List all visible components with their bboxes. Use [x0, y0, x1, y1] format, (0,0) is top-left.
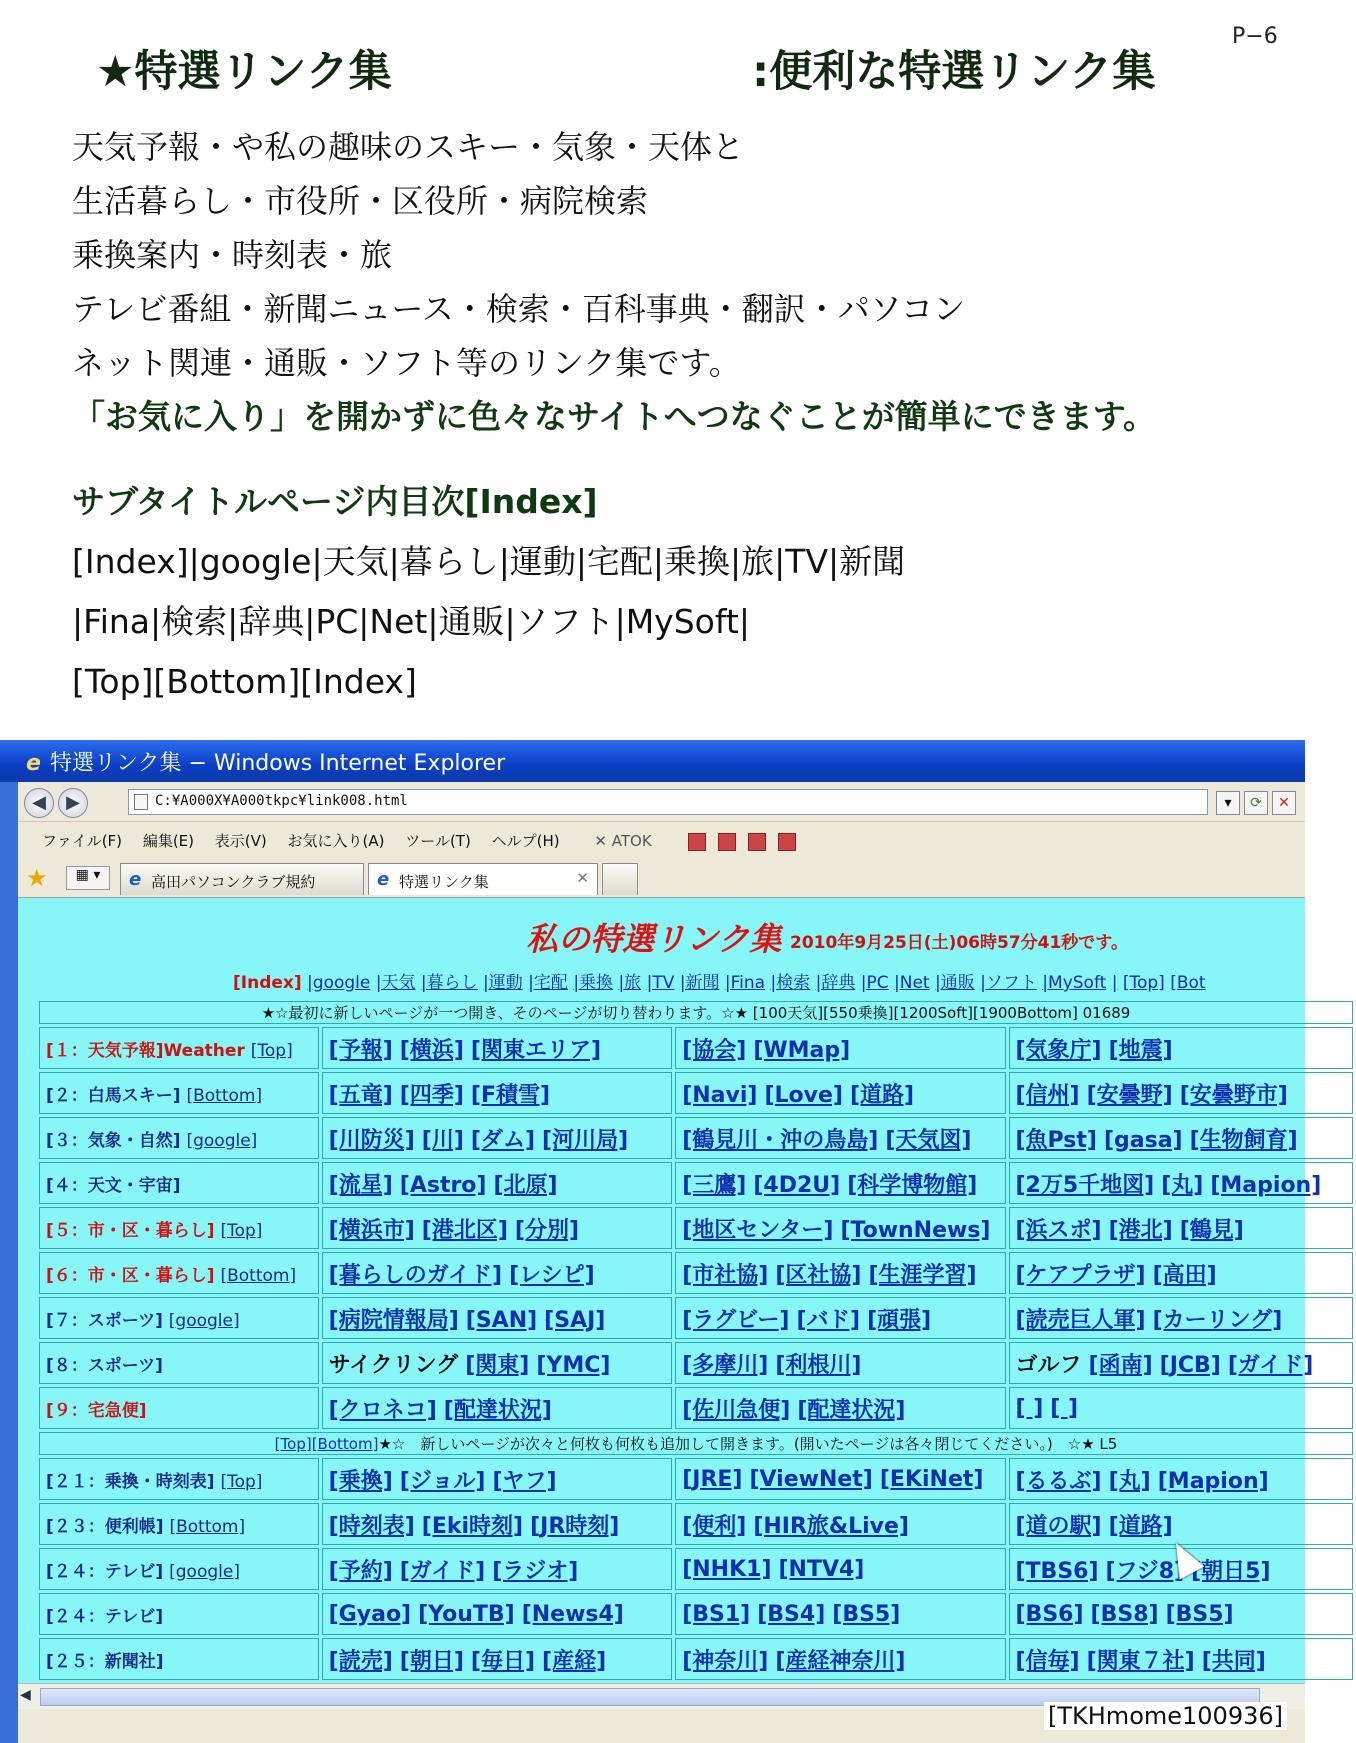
row-label: [２４：テレビ]	[46, 1561, 164, 1582]
link-cell	[675, 1207, 1005, 1249]
table-link[interactable]: [時刻表]	[328, 1513, 415, 1539]
table-link[interactable]: [暮らしのガイド]	[328, 1262, 503, 1288]
row-label-cell	[39, 1072, 319, 1114]
cell-prefix: ゴルフ	[1015, 1352, 1082, 1378]
table-link[interactable]: [Navi]	[682, 1082, 758, 1108]
table-link[interactable]: [JR時刻]	[530, 1513, 620, 1539]
link-cell	[675, 1638, 1005, 1680]
table-link[interactable]: [道路]	[1108, 1513, 1173, 1539]
table-link[interactable]: [フジ8]	[1105, 1558, 1185, 1584]
row-label: [２４：テレビ]	[46, 1606, 164, 1627]
row-jump-link[interactable]: [Bottom]	[220, 1265, 297, 1286]
intro-line: テレビ番組・新聞ニュース・検索・百科事典・翻訳・パソコン	[72, 290, 966, 328]
table-link[interactable]: [便利]	[682, 1513, 747, 1539]
table-row	[39, 1387, 1353, 1429]
taskbar-strip	[0, 782, 18, 1743]
table-link[interactable]: [カーリング]	[1152, 1307, 1283, 1333]
atok-toolbar[interactable]: ✕ ATOK	[594, 832, 652, 850]
nav-link[interactable]: |宅配	[528, 973, 568, 993]
table-link[interactable]: [丸]	[1161, 1172, 1204, 1198]
row-jump-link[interactable]: [google]	[168, 1310, 240, 1331]
tab-bar	[18, 858, 1305, 898]
table-link[interactable]: [天気図]	[885, 1127, 972, 1153]
row-jump-link[interactable]: [Top]	[250, 1040, 293, 1061]
table-link[interactable]: [協会]	[682, 1037, 747, 1063]
table-link[interactable]: [市社協]	[682, 1262, 769, 1288]
link-cell	[675, 1503, 1005, 1545]
table-link[interactable]: [四季]	[399, 1082, 464, 1108]
address-input[interactable]	[128, 789, 1208, 815]
table-link[interactable]: [神奈川]	[682, 1648, 769, 1674]
link-cell	[1009, 1207, 1354, 1249]
table-link[interactable]: [Astro]	[399, 1172, 487, 1198]
table-link[interactable]: [多摩川]	[682, 1352, 769, 1378]
nav-link[interactable]: |旅	[618, 973, 642, 993]
table-link[interactable]: [鶴見川・沖の鳥島]	[682, 1127, 879, 1153]
tab-club-rules[interactable]	[120, 863, 364, 895]
link-cell	[1009, 1458, 1354, 1500]
nav-link[interactable]: |PC	[860, 973, 889, 993]
table-link[interactable]: [予報]	[328, 1037, 393, 1063]
toolbar-tool-icon[interactable]	[748, 833, 766, 851]
table-link[interactable]: [ケアプラザ]	[1015, 1262, 1146, 1288]
note-text: ★☆最初に新しいページが一つ開き、そのページが切り替わります。☆★ [100天気][550乗換][1200Soft][1900Bottom] 01689	[261, 1004, 1131, 1022]
table-link[interactable]: [レシピ]	[509, 1262, 595, 1288]
note-link[interactable]: [Top]	[274, 1435, 312, 1453]
row-jump-link[interactable]: [Bottom]	[186, 1085, 263, 1106]
subtitle-index	[72, 472, 905, 712]
menu-file[interactable]: ファイル(F)	[42, 832, 123, 850]
table-link[interactable]: [BS1]	[682, 1601, 751, 1627]
link-cell	[1009, 1072, 1354, 1114]
table-link[interactable]: [BS5]	[1165, 1601, 1234, 1627]
table-link[interactable]: [佐川急便]	[682, 1397, 791, 1423]
nav-link[interactable]: [Bot	[1170, 973, 1206, 993]
link-cell	[675, 1548, 1005, 1590]
dropdown-icon[interactable]: ▾	[1216, 791, 1240, 815]
table-link[interactable]: [予約]	[328, 1558, 393, 1584]
link-cell	[1009, 1252, 1354, 1294]
row-label-cell	[39, 1548, 319, 1590]
table-link[interactable]: [ダム]	[470, 1127, 536, 1153]
table-link[interactable]: [浜スポ]	[1015, 1217, 1102, 1243]
link-cell	[675, 1162, 1005, 1204]
link-cell	[1009, 1162, 1354, 1204]
intro-line: 天気予報・や私の趣味のスキー・気象・天体と	[72, 128, 745, 166]
row-label-cell	[39, 1297, 319, 1339]
link-cell	[1009, 1503, 1354, 1545]
table-link[interactable]: [JRE]	[682, 1466, 743, 1492]
stop-icon[interactable]: ✕	[1272, 791, 1296, 815]
link-cell	[1009, 1027, 1354, 1069]
page-icon	[134, 794, 148, 810]
table-link[interactable]: [三鷹]	[682, 1172, 747, 1198]
nav-link[interactable]: |MySoft	[1042, 973, 1107, 993]
row-label-cell	[39, 1027, 319, 1069]
table-link[interactable]: [乗換]	[328, 1468, 393, 1494]
table-link[interactable]: [BS4]	[757, 1601, 826, 1627]
ie-tab-icon: e	[129, 869, 142, 890]
table-link[interactable]: [港北]	[1108, 1217, 1173, 1243]
table-link[interactable]: [地区センター]	[682, 1217, 834, 1243]
table-link[interactable]: [朝日5]	[1191, 1558, 1271, 1584]
address-bar	[18, 782, 1305, 822]
table-link[interactable]: [函南]	[1088, 1352, 1153, 1378]
table-link[interactable]: [港北区]	[421, 1217, 508, 1243]
table-link[interactable]: [五竜]	[328, 1082, 393, 1108]
table-link[interactable]: [NHK1]	[682, 1556, 772, 1582]
table-link[interactable]: [川]	[421, 1127, 464, 1153]
subtitle-line: |Fina|検索|辞典|PC|Net|通販|ソフト|MySoft|	[72, 602, 750, 641]
link-cell	[675, 1342, 1005, 1384]
row-jump-link[interactable]: [Top]	[220, 1220, 263, 1241]
table-link[interactable]: [ガイド]	[1227, 1352, 1314, 1378]
link-cell	[1009, 1593, 1354, 1635]
page-title: 私の特選リンク集	[526, 920, 782, 958]
subtitle-line: [Index]|google|天気|暮らし|運動|宅配|乗換|旅|TV|新聞	[72, 542, 906, 581]
row-jump-link[interactable]: [Top]	[220, 1471, 263, 1492]
link-cell	[322, 1548, 673, 1590]
window-title: 特選リンク集 − Windows Internet Explorer	[50, 751, 506, 776]
row-label: [３：気象・自然]	[46, 1130, 181, 1151]
table-link[interactable]: [気象庁]	[1015, 1037, 1102, 1063]
slide-title-right: :便利な特選リンク集	[752, 47, 1156, 97]
table-link[interactable]: [朝日]	[399, 1648, 464, 1674]
table-link[interactable]: [ViewNet]	[749, 1466, 873, 1492]
table-link[interactable]: [gasa]	[1103, 1127, 1183, 1153]
nav-link[interactable]: |TV	[646, 973, 675, 993]
table-link[interactable]: [科学博物館]	[847, 1172, 978, 1198]
table-link[interactable]: [HIR旅&Live]	[753, 1513, 909, 1539]
table-link[interactable]: [関東]	[465, 1352, 530, 1378]
link-cell	[322, 1593, 673, 1635]
row-label: [２３：便利帳]	[46, 1516, 164, 1537]
table-row	[39, 1548, 1353, 1590]
table-link[interactable]: [TownNews]	[840, 1217, 991, 1243]
table-link[interactable]: [Mapion]	[1157, 1468, 1269, 1494]
page-number: P−6	[1232, 24, 1278, 49]
table-link[interactable]: [丸]	[1108, 1468, 1151, 1494]
table-link[interactable]: [信州]	[1015, 1082, 1080, 1108]
row-label: [９：宅急便]	[46, 1400, 147, 1421]
link-cell	[322, 1342, 673, 1384]
row-label-cell	[39, 1162, 319, 1204]
table-link[interactable]: [区社協]	[775, 1262, 862, 1288]
close-tab-icon[interactable]: ✕	[576, 869, 589, 887]
intro-line: 生活暮らし・市役所・区役所・病院検索	[72, 182, 649, 220]
tab-label: 高田パソコンクラブ規約	[151, 873, 316, 891]
table-link[interactable]: [ジョル]	[399, 1468, 486, 1494]
table-link[interactable]: [F積雪]	[470, 1082, 551, 1108]
back-button[interactable]: ◀	[24, 788, 54, 818]
link-cell	[1009, 1117, 1354, 1159]
table-link[interactable]: [関東エリア]	[470, 1037, 602, 1063]
table-link[interactable]: [関東７社]	[1086, 1648, 1195, 1674]
nav-link[interactable]: |辞典	[815, 973, 856, 993]
row-label: [６：市・区・暮らし]	[46, 1265, 215, 1286]
row-label-cell	[39, 1207, 319, 1249]
table-row	[39, 1252, 1353, 1294]
table-link[interactable]: [道路]	[849, 1082, 915, 1108]
table-row	[39, 1638, 1353, 1680]
tab-link-collection[interactable]	[368, 863, 598, 895]
nav-link[interactable]: |google	[307, 973, 371, 993]
row-jump-link[interactable]: [google]	[169, 1561, 240, 1582]
table-link[interactable]: [読売巨人軍]	[1015, 1307, 1146, 1333]
tab-label: 特選リンク集	[399, 873, 489, 891]
table-link[interactable]: [ラグビー]	[682, 1307, 790, 1333]
browser-window	[0, 740, 1322, 1743]
link-cell	[675, 1593, 1005, 1635]
nav-link[interactable]: |運動	[483, 973, 523, 993]
table-link[interactable]: [鶴見]	[1179, 1217, 1244, 1243]
table-row	[39, 1503, 1353, 1545]
table-link[interactable]: [News4]	[521, 1601, 624, 1627]
menu-help[interactable]: ヘルプ(H)	[491, 832, 560, 850]
note-row	[39, 1001, 1353, 1024]
table-link[interactable]: [BS8]	[1090, 1601, 1159, 1627]
new-tab-button[interactable]	[602, 863, 638, 895]
nav-link[interactable]: |ソフト	[980, 973, 1037, 993]
row-label-cell	[39, 1342, 319, 1384]
menu-tools[interactable]: ツール(T)	[405, 832, 471, 850]
subtitle-line: [Top][Bottom][Index]	[72, 662, 417, 701]
quick-tabs-icon[interactable]: ▦ ▾	[66, 866, 110, 890]
table-row	[39, 1162, 1353, 1204]
table-row	[39, 1117, 1353, 1159]
table-link[interactable]: [4D2U]	[753, 1172, 841, 1198]
link-cell	[675, 1117, 1005, 1159]
link-cell	[322, 1252, 673, 1294]
table-link[interactable]: [YMC]	[536, 1352, 611, 1378]
row-jump-link[interactable]: [Bottom]	[169, 1516, 246, 1537]
row-label-cell	[39, 1458, 319, 1500]
table-link[interactable]: [Love]	[764, 1082, 843, 1108]
link-cell	[1009, 1387, 1354, 1429]
link-cell	[675, 1297, 1005, 1339]
table-link[interactable]: [病院情報局]	[328, 1307, 459, 1333]
row-label: [８：スポーツ]	[46, 1355, 163, 1376]
link-cell	[322, 1387, 673, 1429]
table-link[interactable]: [生涯学習]	[868, 1262, 977, 1288]
refresh-icon[interactable]: ⟳	[1244, 791, 1268, 815]
table-row	[39, 1207, 1353, 1249]
link-cell	[675, 1387, 1005, 1429]
nav-link[interactable]: |通販	[935, 973, 975, 993]
menu-favorites[interactable]: お気に入り(A)	[287, 832, 385, 850]
intro-line: ネット関連・通販・ソフト等のリンク集です。	[72, 344, 741, 382]
table-link[interactable]: [共同]	[1201, 1648, 1266, 1674]
table-row	[39, 1297, 1353, 1339]
table-link[interactable]: [横浜]	[399, 1037, 464, 1063]
row-label: [７：スポーツ]	[46, 1310, 163, 1331]
table-link[interactable]: [分別]	[514, 1217, 580, 1243]
link-cell	[322, 1638, 673, 1680]
table-link[interactable]: [EKiNet]	[879, 1466, 984, 1492]
forward-button[interactable]: ▶	[58, 788, 88, 818]
window-titlebar[interactable]	[0, 740, 1305, 782]
table-link[interactable]: [ラジオ]	[492, 1558, 579, 1584]
nav-link[interactable]: |新聞	[679, 973, 720, 993]
nav-link[interactable]: |	[1111, 973, 1118, 993]
link-cell	[322, 1117, 673, 1159]
link-cell	[675, 1252, 1005, 1294]
table-link[interactable]: [配達状況]	[443, 1397, 552, 1423]
table-link[interactable]: [産経神奈川]	[775, 1648, 906, 1674]
link-cell	[1009, 1638, 1354, 1680]
link-cell	[675, 1458, 1005, 1500]
row-label: [２５：新聞社]	[46, 1651, 164, 1672]
row-label-cell	[39, 1387, 319, 1429]
table-link[interactable]: [Eki時刻]	[421, 1513, 524, 1539]
table-link[interactable]: [Mapion]	[1210, 1172, 1322, 1198]
note-cell	[39, 1001, 1353, 1024]
nav-link[interactable]: [Top]	[1122, 973, 1165, 993]
row-jump-link[interactable]: [google]	[186, 1130, 258, 1151]
atok-label: ATOK	[611, 832, 652, 850]
table-row	[39, 1072, 1353, 1114]
table-link[interactable]: [産経]	[542, 1648, 607, 1674]
table-link[interactable]: [バド]	[796, 1307, 861, 1333]
address-value: C:¥A000X¥A000tkpc¥link008.html	[155, 793, 408, 809]
table-link[interactable]: [安曇野市]	[1179, 1082, 1288, 1108]
nav-link[interactable]: |Net	[894, 973, 930, 993]
menu-bar	[18, 822, 1305, 858]
link-cell	[322, 1458, 673, 1500]
table-link[interactable]: [YouTB]	[418, 1601, 515, 1627]
table-link[interactable]: [WMap]	[753, 1037, 851, 1063]
table-link[interactable]: [クロネコ]	[328, 1397, 437, 1423]
nav-link[interactable]: |天気	[375, 973, 416, 993]
link-cell	[322, 1297, 673, 1339]
table-link[interactable]: [横浜市]	[328, 1217, 415, 1243]
nav-link[interactable]: |暮らし	[420, 973, 478, 993]
table-link[interactable]: [JCB]	[1159, 1352, 1221, 1378]
row-label-cell	[39, 1117, 319, 1159]
note-text: ★☆ 新しいページが次々と何枚も何枚も追加して開きます。(開いたページは各々閉じてください。) ☆★ L5	[378, 1435, 1118, 1453]
row-label: [１：天気予報]Weather	[46, 1040, 245, 1061]
note-row	[39, 1432, 1353, 1455]
link-cell	[322, 1072, 673, 1114]
table-link[interactable]: [2万5千地図]	[1015, 1172, 1155, 1198]
table-link[interactable]: [NTV4]	[778, 1556, 865, 1582]
table-row	[39, 1593, 1353, 1635]
table-link[interactable]: [高田]	[1152, 1262, 1217, 1288]
table-link[interactable]: [TBS6]	[1015, 1558, 1099, 1584]
table-link[interactable]: [地震]	[1108, 1037, 1173, 1063]
table-link[interactable]: [BS6]	[1015, 1601, 1084, 1627]
link-cell	[675, 1027, 1005, 1069]
toolbar-tool-icon[interactable]	[718, 833, 736, 851]
table-link[interactable]: [魚Pst]	[1015, 1127, 1097, 1153]
table-link[interactable]: [ ]	[1050, 1395, 1079, 1421]
link-cell	[1009, 1297, 1354, 1339]
row-label: [２：白馬スキー]	[46, 1085, 181, 1106]
table-link[interactable]: [るるぶ]	[1015, 1468, 1102, 1494]
row-label-cell	[39, 1252, 319, 1294]
table-link[interactable]: [道の駅]	[1015, 1513, 1102, 1539]
table-link[interactable]: [SAN]	[465, 1307, 538, 1333]
table-link[interactable]: [川防災]	[328, 1127, 415, 1153]
table-link[interactable]: [利根川]	[775, 1352, 862, 1378]
row-label-cell	[39, 1638, 319, 1680]
link-table	[36, 998, 1356, 1683]
table-link[interactable]: [読売]	[328, 1648, 393, 1674]
intro-line: 乗換案内・時刻表・旅	[72, 236, 393, 274]
table-link[interactable]: [安曇野]	[1086, 1082, 1173, 1108]
ie-logo-icon: e	[26, 751, 41, 776]
table-row	[39, 1342, 1353, 1384]
row-label: [２１：乗換・時刻表]	[46, 1471, 215, 1492]
row-label-cell	[39, 1503, 319, 1545]
note-link[interactable]: [Bottom]	[311, 1435, 379, 1453]
table-link[interactable]: [ ]	[1015, 1395, 1044, 1421]
table-link[interactable]: [信毎]	[1015, 1648, 1080, 1674]
page-date: 2010年9月25日(土)06時57分41秒です。	[790, 933, 1128, 953]
menu-edit[interactable]: 編集(E)	[142, 832, 195, 850]
ie-tab-icon: e	[377, 869, 390, 890]
nav-link[interactable]: |Fina	[724, 973, 766, 993]
link-cell	[322, 1207, 673, 1249]
favorites-star-icon[interactable]: ★	[26, 864, 48, 892]
table-link[interactable]: [河川局]	[542, 1127, 629, 1153]
table-link[interactable]: [ヤフ]	[492, 1468, 557, 1494]
link-cell	[322, 1162, 673, 1204]
link-cell	[322, 1027, 673, 1069]
subtitle-heading: サブタイトルページ内目次[Index]	[72, 482, 598, 521]
nav-index-link[interactable]: [Index]	[233, 973, 302, 993]
note-cell	[39, 1432, 1353, 1455]
row-label: [５：市・区・暮らし]	[46, 1220, 215, 1241]
row-label: [４：天文・宇宙]	[46, 1175, 181, 1196]
link-cell	[1009, 1342, 1354, 1384]
nav-link[interactable]: |乗換	[573, 973, 614, 993]
page-nav	[233, 968, 1206, 993]
table-link[interactable]: [流星]	[328, 1172, 393, 1198]
toolbar-tool-icon[interactable]	[688, 833, 706, 851]
page-content	[18, 898, 1322, 1683]
table-link[interactable]: [毎日]	[470, 1648, 536, 1674]
link-cell	[675, 1072, 1005, 1114]
table-link[interactable]: [北原]	[493, 1172, 558, 1198]
intro-bold-line: 「お気に入り」を開かずに色々なサイトへつなぐことが簡単にできます。	[72, 397, 1157, 436]
table-link[interactable]: [Gyao]	[328, 1601, 412, 1627]
nav-link[interactable]: |検索	[770, 973, 811, 993]
table-link[interactable]: [生物飼育]	[1189, 1127, 1298, 1153]
menu-view[interactable]: 表示(V)	[214, 832, 267, 850]
row-label-cell	[39, 1593, 319, 1635]
table-row	[39, 1027, 1353, 1069]
intro-text	[72, 120, 1156, 444]
slide-title-left: ★特選リンク集	[96, 47, 392, 97]
table-row	[39, 1458, 1353, 1500]
cell-prefix: サイクリング	[328, 1352, 459, 1378]
link-cell	[322, 1503, 673, 1545]
scroll-left-icon[interactable]: ◀	[20, 1687, 31, 1703]
table-link[interactable]: [配達状況]	[797, 1397, 906, 1423]
table-link[interactable]: [ガイド]	[399, 1558, 486, 1584]
table-link[interactable]: [SAJ]	[544, 1307, 606, 1333]
table-link[interactable]: [BS5]	[832, 1601, 901, 1627]
table-link[interactable]: [頑張]	[867, 1307, 932, 1333]
footer-code: [TKHmome100936]	[1044, 1702, 1287, 1730]
toolbar-tool-icon[interactable]	[778, 833, 796, 851]
